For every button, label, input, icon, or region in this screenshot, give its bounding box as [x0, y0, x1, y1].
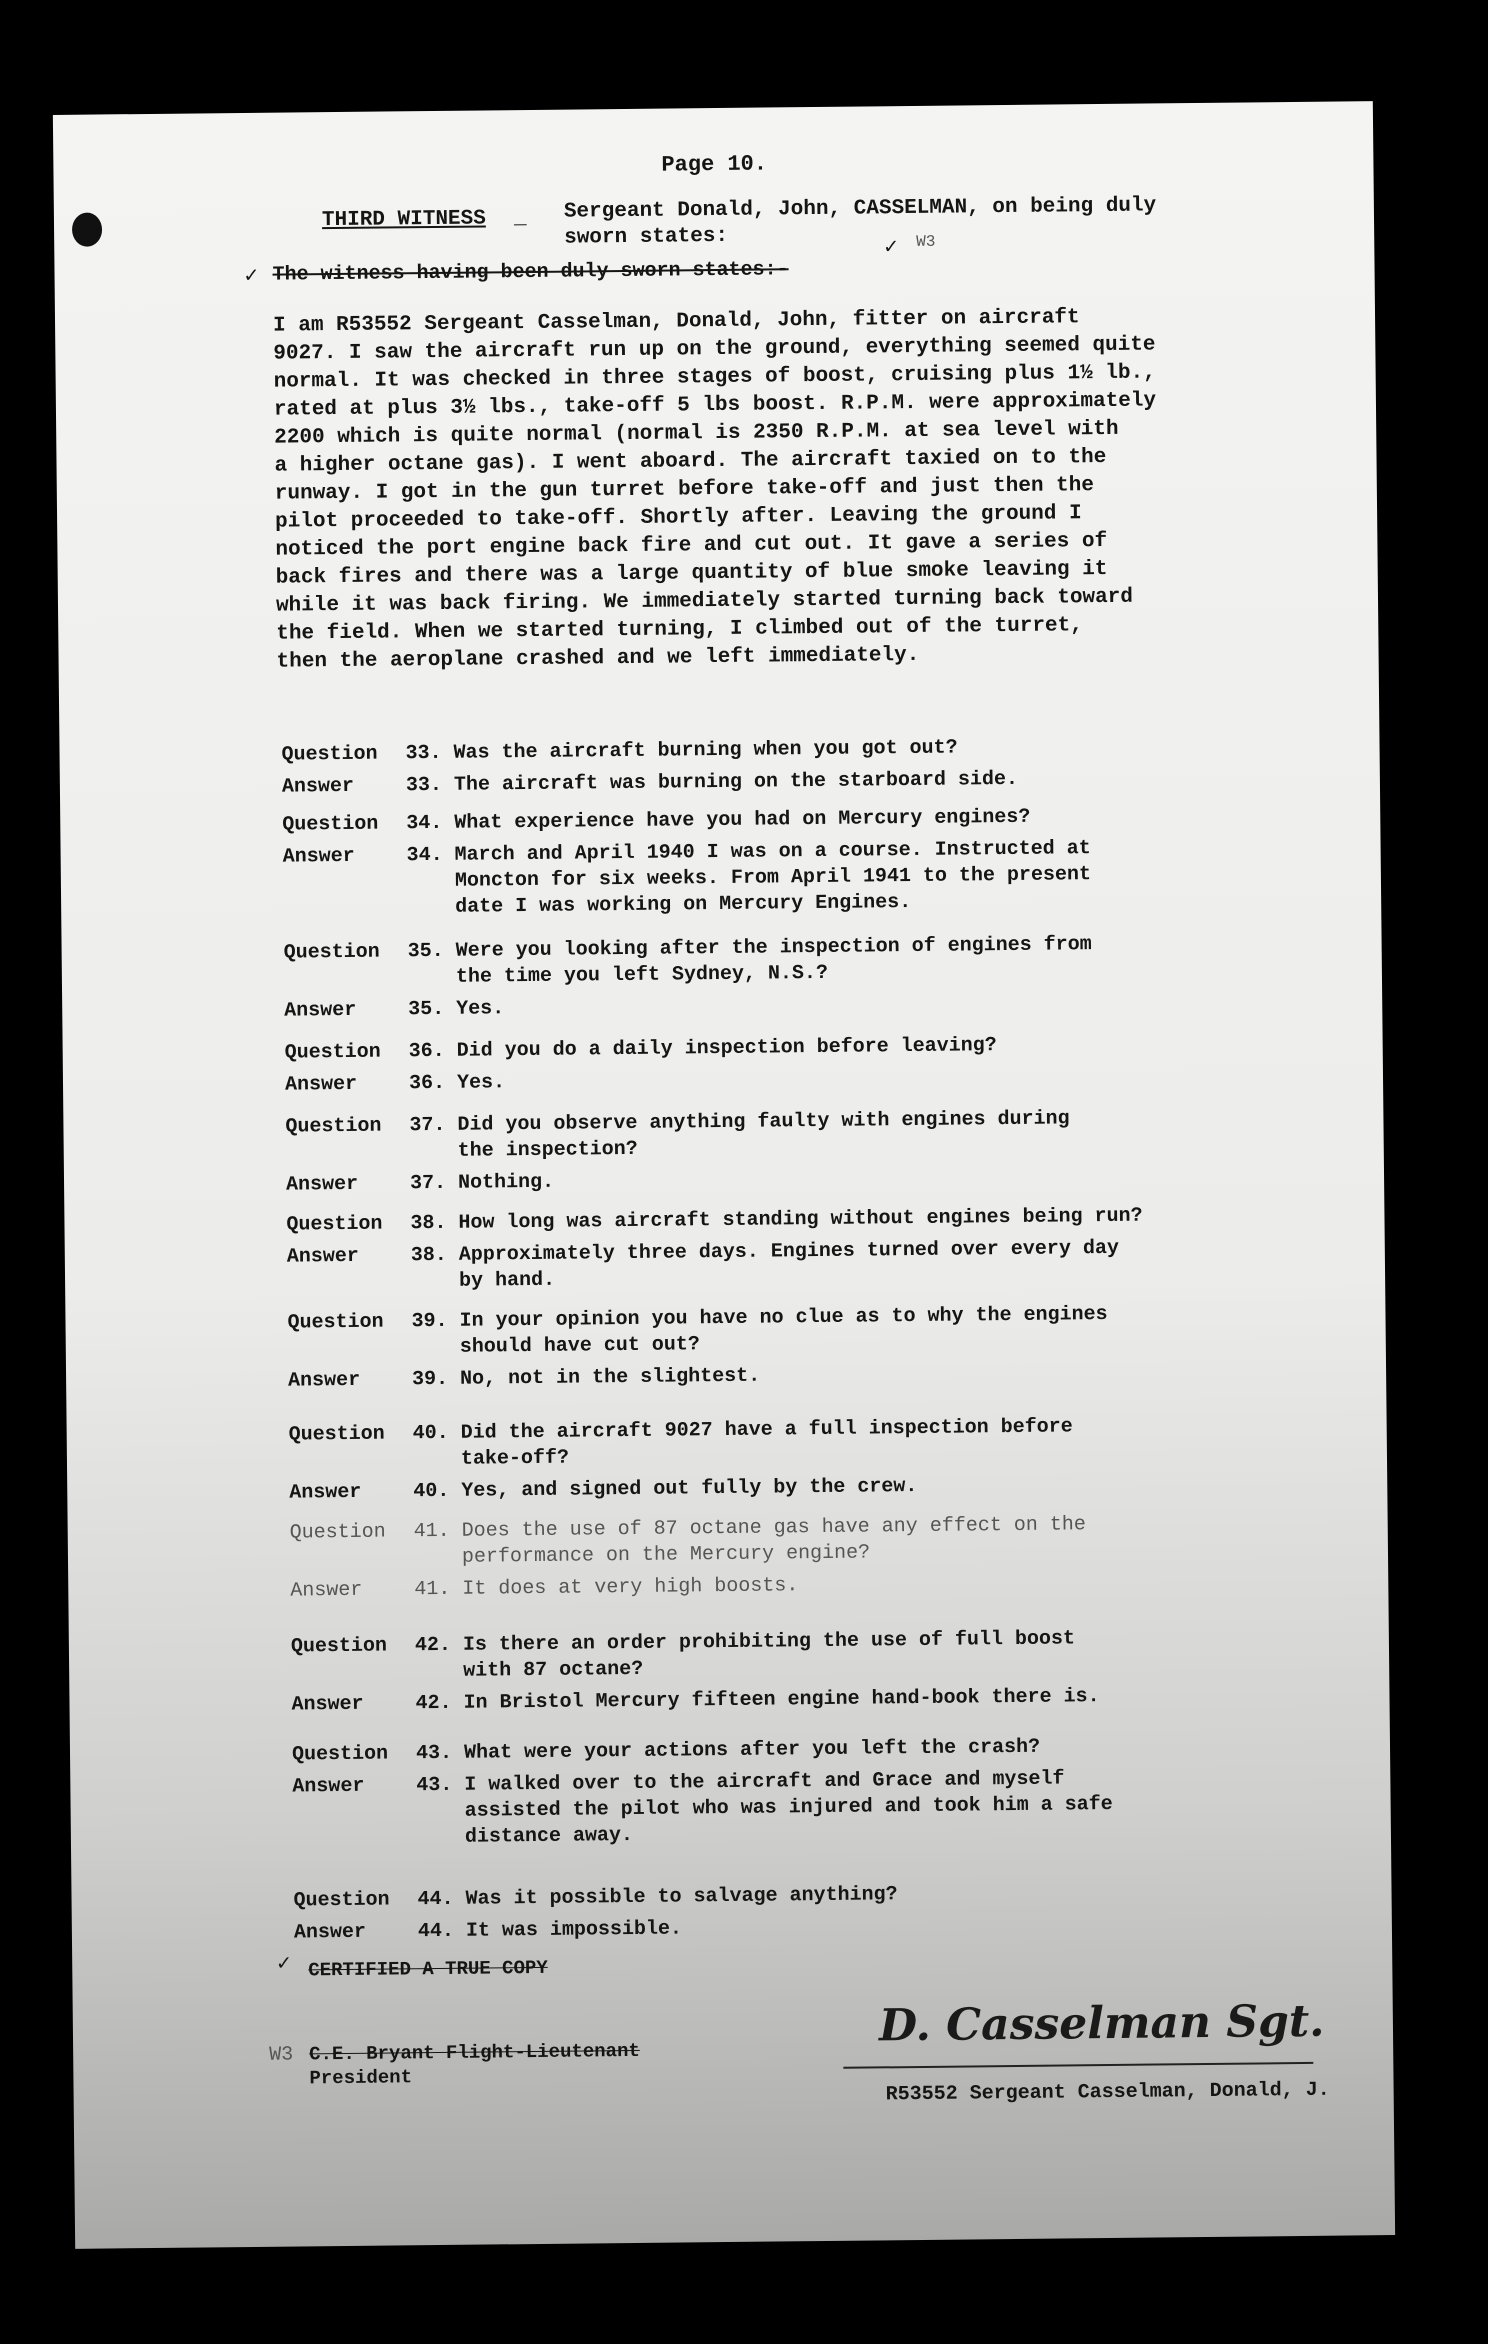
question-row: [292, 1731, 1352, 1768]
question-number: 44.: [417, 1887, 454, 1912]
answer-text: In Bristol Mercury fifteen engine hand-book there is.: [463, 1685, 1100, 1715]
answer-text: Approximately three days. Engines turned over every day by hand.: [458, 1236, 1120, 1293]
qa-item: [287, 1299, 1348, 1394]
answer-label: Answer: [285, 1172, 359, 1197]
officer-initials: W3: [269, 2043, 294, 2067]
answer-label: Answer: [281, 774, 355, 799]
question-number: 41.: [413, 1519, 450, 1544]
answer-text: Yes, and signed out fully by the crew.: [461, 1474, 918, 1503]
answer-text: No, not in the slightest.: [460, 1364, 761, 1391]
answer-label: Answer: [284, 1072, 358, 1097]
qa-item: [284, 929, 1345, 1024]
question-text: Did you observe anything faulty with engines during the inspection?: [457, 1107, 1070, 1163]
handwritten-signature: [873, 1982, 1334, 2067]
question-number: 34.: [406, 811, 443, 836]
answer-number: 35.: [408, 997, 445, 1022]
answer-number: 34.: [406, 843, 443, 868]
question-text: Is there an order prohibiting the use of full boost with 87 octane?: [462, 1627, 1076, 1683]
answer-label: Answer: [282, 844, 355, 869]
question-number: 43.: [415, 1741, 453, 1766]
question-row: [282, 802, 1342, 839]
witness-heading-line2: sworn states:: [564, 224, 729, 250]
answer-number: 37.: [409, 1171, 447, 1196]
question-number: 33.: [405, 741, 442, 766]
answer-label: Answer: [290, 1578, 363, 1603]
answer-row: [291, 1681, 1351, 1718]
qa-item: [290, 1509, 1351, 1604]
answer-label: Answer: [293, 1920, 367, 1945]
answer-text: Yes.: [456, 997, 505, 1021]
question-number: 35.: [407, 939, 444, 964]
answer-row: [282, 764, 1342, 801]
question-label: Question: [284, 1040, 381, 1065]
qa-item: [286, 1201, 1347, 1296]
question-number: 40.: [412, 1421, 449, 1446]
answer-row: [294, 1909, 1354, 1946]
answer-text: Nothing.: [457, 1170, 555, 1195]
answer-text: I walked over to the aircraft and Grace and myself assisted the pilot who was injured and took him a safe distance away.: [464, 1767, 1113, 1849]
question-row: [291, 1623, 1351, 1686]
question-label: Question: [291, 1742, 389, 1767]
answer-number: 36.: [408, 1071, 446, 1096]
answer-row: [286, 1161, 1346, 1198]
qa-item: [285, 1103, 1346, 1198]
answer-row: [287, 1233, 1347, 1296]
answer-number: 40.: [413, 1479, 450, 1504]
question-label: Question: [290, 1634, 388, 1659]
question-text: What experience have you had on Mercury engines?: [454, 805, 1031, 835]
page-number: Page 10.: [661, 151, 768, 178]
officer-block: [309, 2039, 640, 2090]
signature-text: D. Casselman Sgt.: [878, 1995, 1325, 2052]
answer-label: Answer: [291, 1692, 364, 1717]
question-label: Question: [293, 1888, 390, 1913]
question-label: Question: [289, 1520, 386, 1545]
answer-label: Answer: [292, 1774, 365, 1799]
answer-row: [288, 1357, 1348, 1394]
check-mark-icon: ✓: [244, 263, 258, 289]
certified-stamp: CERTIFIED A TRUE COPY: [308, 1956, 548, 1982]
struck-oath-line: The witness having been duly sworn states:-: [272, 258, 789, 287]
answer-row: [285, 1061, 1345, 1098]
question-row: [285, 1103, 1345, 1166]
answer-number: 41.: [414, 1577, 451, 1602]
check-mark-icon: ✓: [884, 235, 898, 261]
qa-item: [291, 1623, 1352, 1718]
typed-signature: R53552 Sergeant Casselman, Donald, J.: [885, 2078, 1330, 2107]
answer-row: [290, 1567, 1350, 1604]
question-text: Does the use of 87 octane gas have any effect on the performance on the Mercury engine?: [461, 1513, 1086, 1569]
answer-number: 39.: [412, 1367, 449, 1392]
question-text: Were you looking after the inspection of engines from the time you left Sydney, N.S.?: [455, 933, 1092, 989]
answer-number: 44.: [417, 1919, 455, 1944]
qa-item: [289, 1411, 1350, 1506]
question-number: 42.: [414, 1633, 452, 1658]
answer-label: Answer: [288, 1368, 361, 1393]
witness-heading: [564, 193, 1157, 251]
question-number: 37.: [409, 1113, 446, 1138]
question-label: Question: [288, 1422, 385, 1447]
question-text: Was the aircraft burning when you got out?: [453, 736, 958, 765]
question-number: 39.: [411, 1309, 448, 1334]
question-label: Question: [282, 812, 379, 837]
question-row: [284, 929, 1344, 992]
officer-title: President: [309, 2066, 413, 2090]
answer-text: The aircraft was burning on the starboard side.: [453, 767, 1019, 797]
question-text: How long was aircraft standing without engines being run?: [458, 1204, 1143, 1235]
question-row: [286, 1201, 1346, 1238]
answer-label: Answer: [289, 1480, 362, 1505]
check-mark-icon: ✓: [277, 1951, 291, 1977]
qa-item: [285, 1029, 1346, 1098]
answer-text: March and April 1940 I was on a course. Instructed at Moncton for six weeks. From April 1941 to the present date I was working on Mercury Engines.: [454, 837, 1092, 919]
witness-heading-line1: Sergeant Donald, John, CASSELMAN, on being duly: [563, 194, 1157, 224]
qa-item: [293, 1877, 1354, 1946]
question-row: [290, 1509, 1350, 1572]
qa-item: [281, 732, 1342, 801]
answer-label: Answer: [286, 1244, 359, 1269]
answer-row: [284, 987, 1344, 1024]
witness-statement: I am R53552 Sergeant Casselman, Donald, John, fitter on aircraft 9027. I saw the aircraft run up on the ground, everything seemed quite normal. It was checked in three stages of boost, cruising plus 1½ lb., rated at plus 3½ lbs., take-off 5 lbs boost. R.P.M. were approximately 2200 which is quite normal (normal is 2350 R.P.M. at sea level with a higher octane gas). I went aboard. The aircraft taxied on to the runway. I got in the gun turret before take-off and just then the pilot proceeded to take-off. Shortly after. Leaving the ground I noticed the port engine back fire and cut out. It gave a series of back fires and there was a large quantity of blue smoke leaving it while it was back firing. We immediately started turning back toward the field. When we started turning, I climbed out of the turret, then the aeroplane crashed and we left immediately.: [272, 306, 1157, 674]
question-label: Question: [285, 1114, 382, 1139]
question-row: [287, 1299, 1347, 1362]
qa-item: [282, 802, 1343, 923]
question-number: 36.: [408, 1039, 445, 1064]
answer-row: [289, 1469, 1349, 1506]
answer-label: Answer: [284, 998, 357, 1023]
question-text: Was it possible to salvage anything?: [465, 1883, 898, 1911]
answer-row: [283, 834, 1344, 923]
answer-text: Yes.: [456, 1071, 506, 1095]
punch-hole: [72, 212, 102, 246]
question-text: What were your actions after you left the crash?: [463, 1735, 1041, 1765]
document-page: [53, 101, 1395, 2249]
question-row: [281, 732, 1341, 769]
question-text: Did the aircraft 9027 have a full inspection before take-off?: [460, 1415, 1073, 1471]
question-text: In your opinion you have no clue as to why the engines should have cut out?: [459, 1302, 1108, 1359]
question-number: 38.: [410, 1211, 447, 1236]
question-row: [285, 1029, 1345, 1066]
answer-number: 42.: [415, 1691, 452, 1716]
question-label: Question: [287, 1310, 384, 1335]
answer-text: It was impossible.: [465, 1917, 683, 1943]
qa-item: [292, 1731, 1353, 1852]
answer-row: [292, 1763, 1353, 1852]
witness-label: THIRD WITNESS: [321, 207, 486, 233]
answer-number: 38.: [410, 1243, 447, 1268]
officer-name: C.E. Bryant Flight-Lieutenant: [309, 2039, 640, 2066]
question-row: [293, 1877, 1353, 1914]
answer-number: 43.: [416, 1773, 453, 1798]
answer-text: It does at very high boosts.: [462, 1574, 799, 1601]
handwritten-initials: W3: [916, 232, 936, 251]
question-label: Question: [281, 742, 378, 767]
question-row: [289, 1411, 1349, 1474]
answer-number: 33.: [405, 773, 443, 798]
question-label: Question: [283, 940, 380, 965]
question-text: Did you do a daily inspection before leaving?: [456, 1034, 997, 1063]
header-dash: _: [513, 207, 527, 231]
question-label: Question: [286, 1212, 383, 1237]
